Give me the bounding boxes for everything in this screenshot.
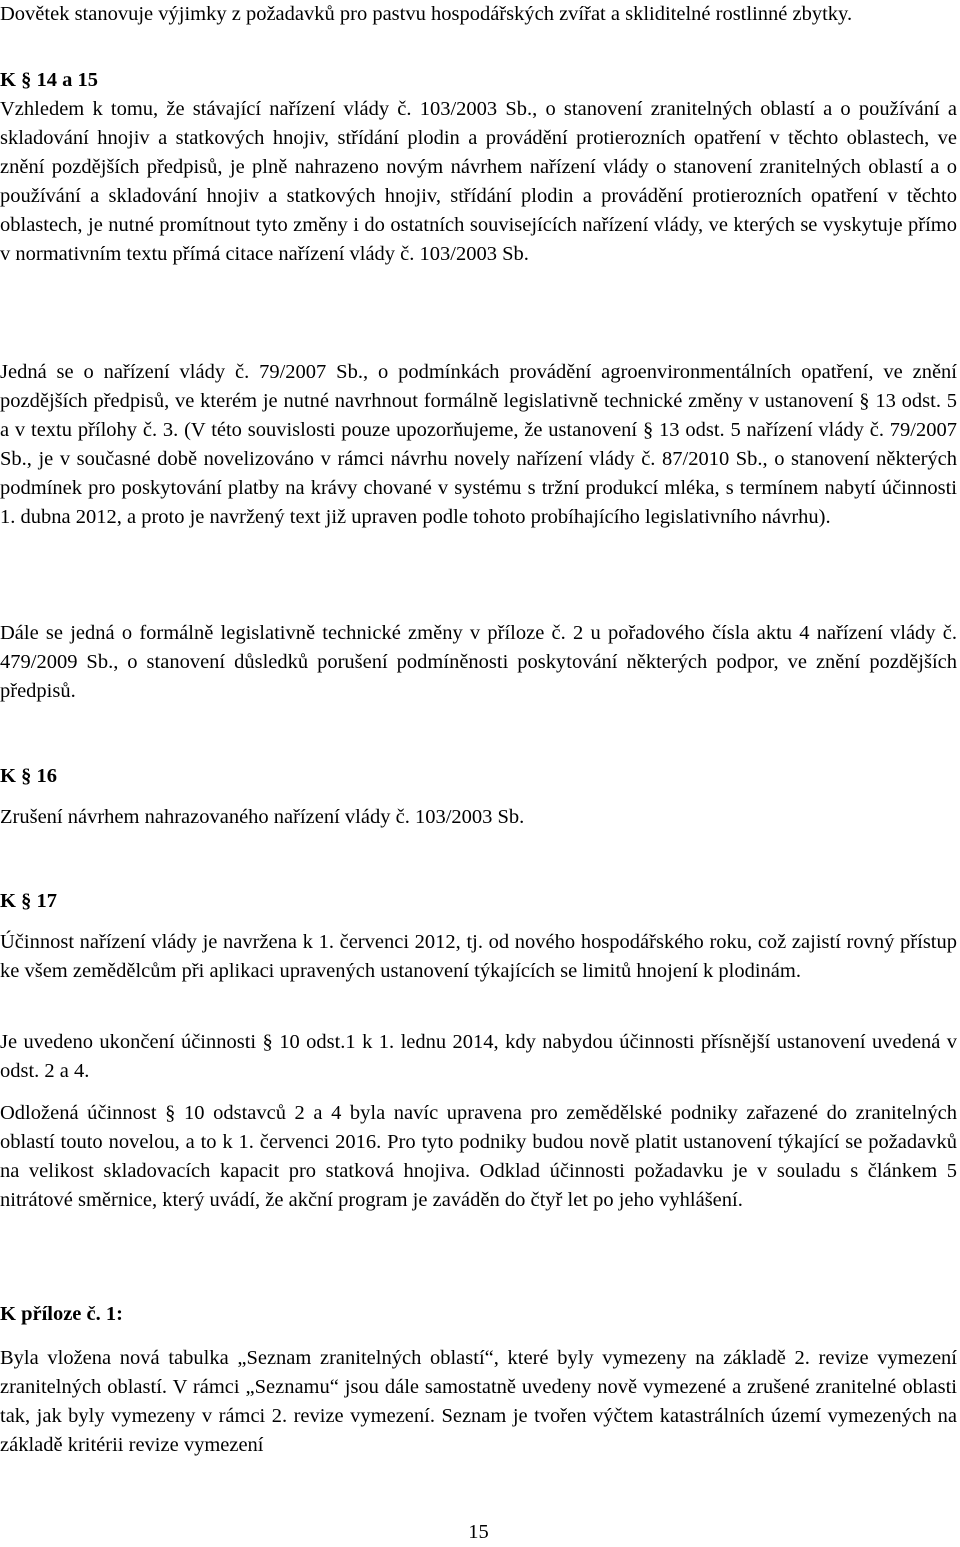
paragraph-14-15: Vzhledem k tomu, že stávající nařízení vlády č. 103/2003 Sb., o stanovení zranitelných oblastí a o používání a skladování hnojiv a statkových hnojiv, střídání plodin a provádění protierozních opatření v těchto oblastech, ve znění pozdějších předpisů, je plně nahrazeno novým návrhem nařízení vlády o stanovení zranitelných oblastí a o používání a skladování hnojiv a statkových hnojiv, střídání plodin a provádění protierozních opatření v těchto oblastech, je nutné promítnout tyto změny i do ostatních souvisejících nařízení vlády, ve kterých se vyskytuje přímo v normativním textu přímá citace nařízení vlády č. 103/2003 Sb. [0, 98, 957, 265]
section-heading-16: K § 16 [0, 765, 57, 787]
paragraph-479-2009: Dále se jedná o formálně legislativně technické změny v příloze č. 2 u pořadového čísla aktu 4 nařízení vlády č. 479/2009 Sb., o stanovení důsledků porušení podmíněnosti poskytování některých podpor, ve znění pozdějších předpisů. [0, 622, 957, 702]
paragraph-17-postponed: Odložená účinnost § 10 odstavců 2 a 4 byla navíc upravena pro zemědělské podniky zařazené do zranitelných oblastí touto novelou, a to k 1. červenci 2016. Pro tyto podniky budou nově platit ustanovení týkající se požadavků na velikost skladovacích kapacit pro statková hnojiva. Odklad účinnosti požadavku je v souladu s článkem 5 nitrátové směrnice, který uvádí, že akční program je zaváděn do čtyř let po jeho vyhlášení. [0, 1102, 957, 1211]
page-number: 15 [468, 1521, 489, 1543]
section-heading-17: K § 17 [0, 890, 57, 912]
section-heading-annex-1: K příloze č. 1: [0, 1303, 123, 1325]
paragraph-17-termination: Je uvedeno ukončení účinnosti § 10 odst.1 k 1. lednu 2014, kdy nabydou účinnosti přísnější ustanovení uvedená v odst. 2 a 4. [0, 1031, 957, 1082]
paragraph-79-2007: Jedná se o nařízení vlády č. 79/2007 Sb., o podmínkách provádění agroenvironmentálních opatření, ve znění pozdějších předpisů, ve kterém je nutné navrhnout formálně legislativně technické změny v ustanovení § 13 odst. 5 a v textu přílohy č. 3. (V této souvislosti pouze upozorňujeme, že ustanovení § 13 odst. 5 nařízení vlády č. 79/2007 Sb., je v současné době novelizováno v rámci návrhu novely nařízení vlády č. 87/2010 Sb., o stanovení některých podmínek pro poskytování platby na krávy chované v systému s tržní produkcí mléka, s termínem nabytí účinnosti 1. dubna 2012, a proto je navržený text již upraven podle tohoto probíhajícího legislativního návrhu). [0, 361, 957, 528]
paragraph-annex-1: Byla vložena nová tabulka „Seznam zranitelných oblastí“, které byly vymezeny na základě 2. revize vymezení zranitelných oblastí. V rámci „Seznamu“ jsou dále samostatně uvedeny nově vymezené a zrušené zranitelné oblasti tak, jak byly vymezeny v rámci 2. revize vymezení. Seznam je tvořen výčtem katastrálních území vymezených na základě kritérii revize vymezení [0, 1347, 957, 1456]
paragraph-intro: Dovětek stanovuje výjimky z požadavků pro pastvu hospodářských zvířat a skliditelné rostlinné zbytky. [0, 3, 853, 25]
paragraph-16: Zrušení návrhem nahrazovaného nařízení vlády č. 103/2003 Sb. [0, 806, 525, 828]
paragraph-17-effectiveness: Účinnost nařízení vlády je navržena k 1. červenci 2012, tj. od nového hospodářského roku, což zajistí rovný přístup ke všem zemědělcům při aplikaci upravených ustanovení týkajících se limitů hnojení k plodinám. [0, 931, 957, 982]
section-heading-14-15: K § 14 a 15 [0, 69, 98, 91]
